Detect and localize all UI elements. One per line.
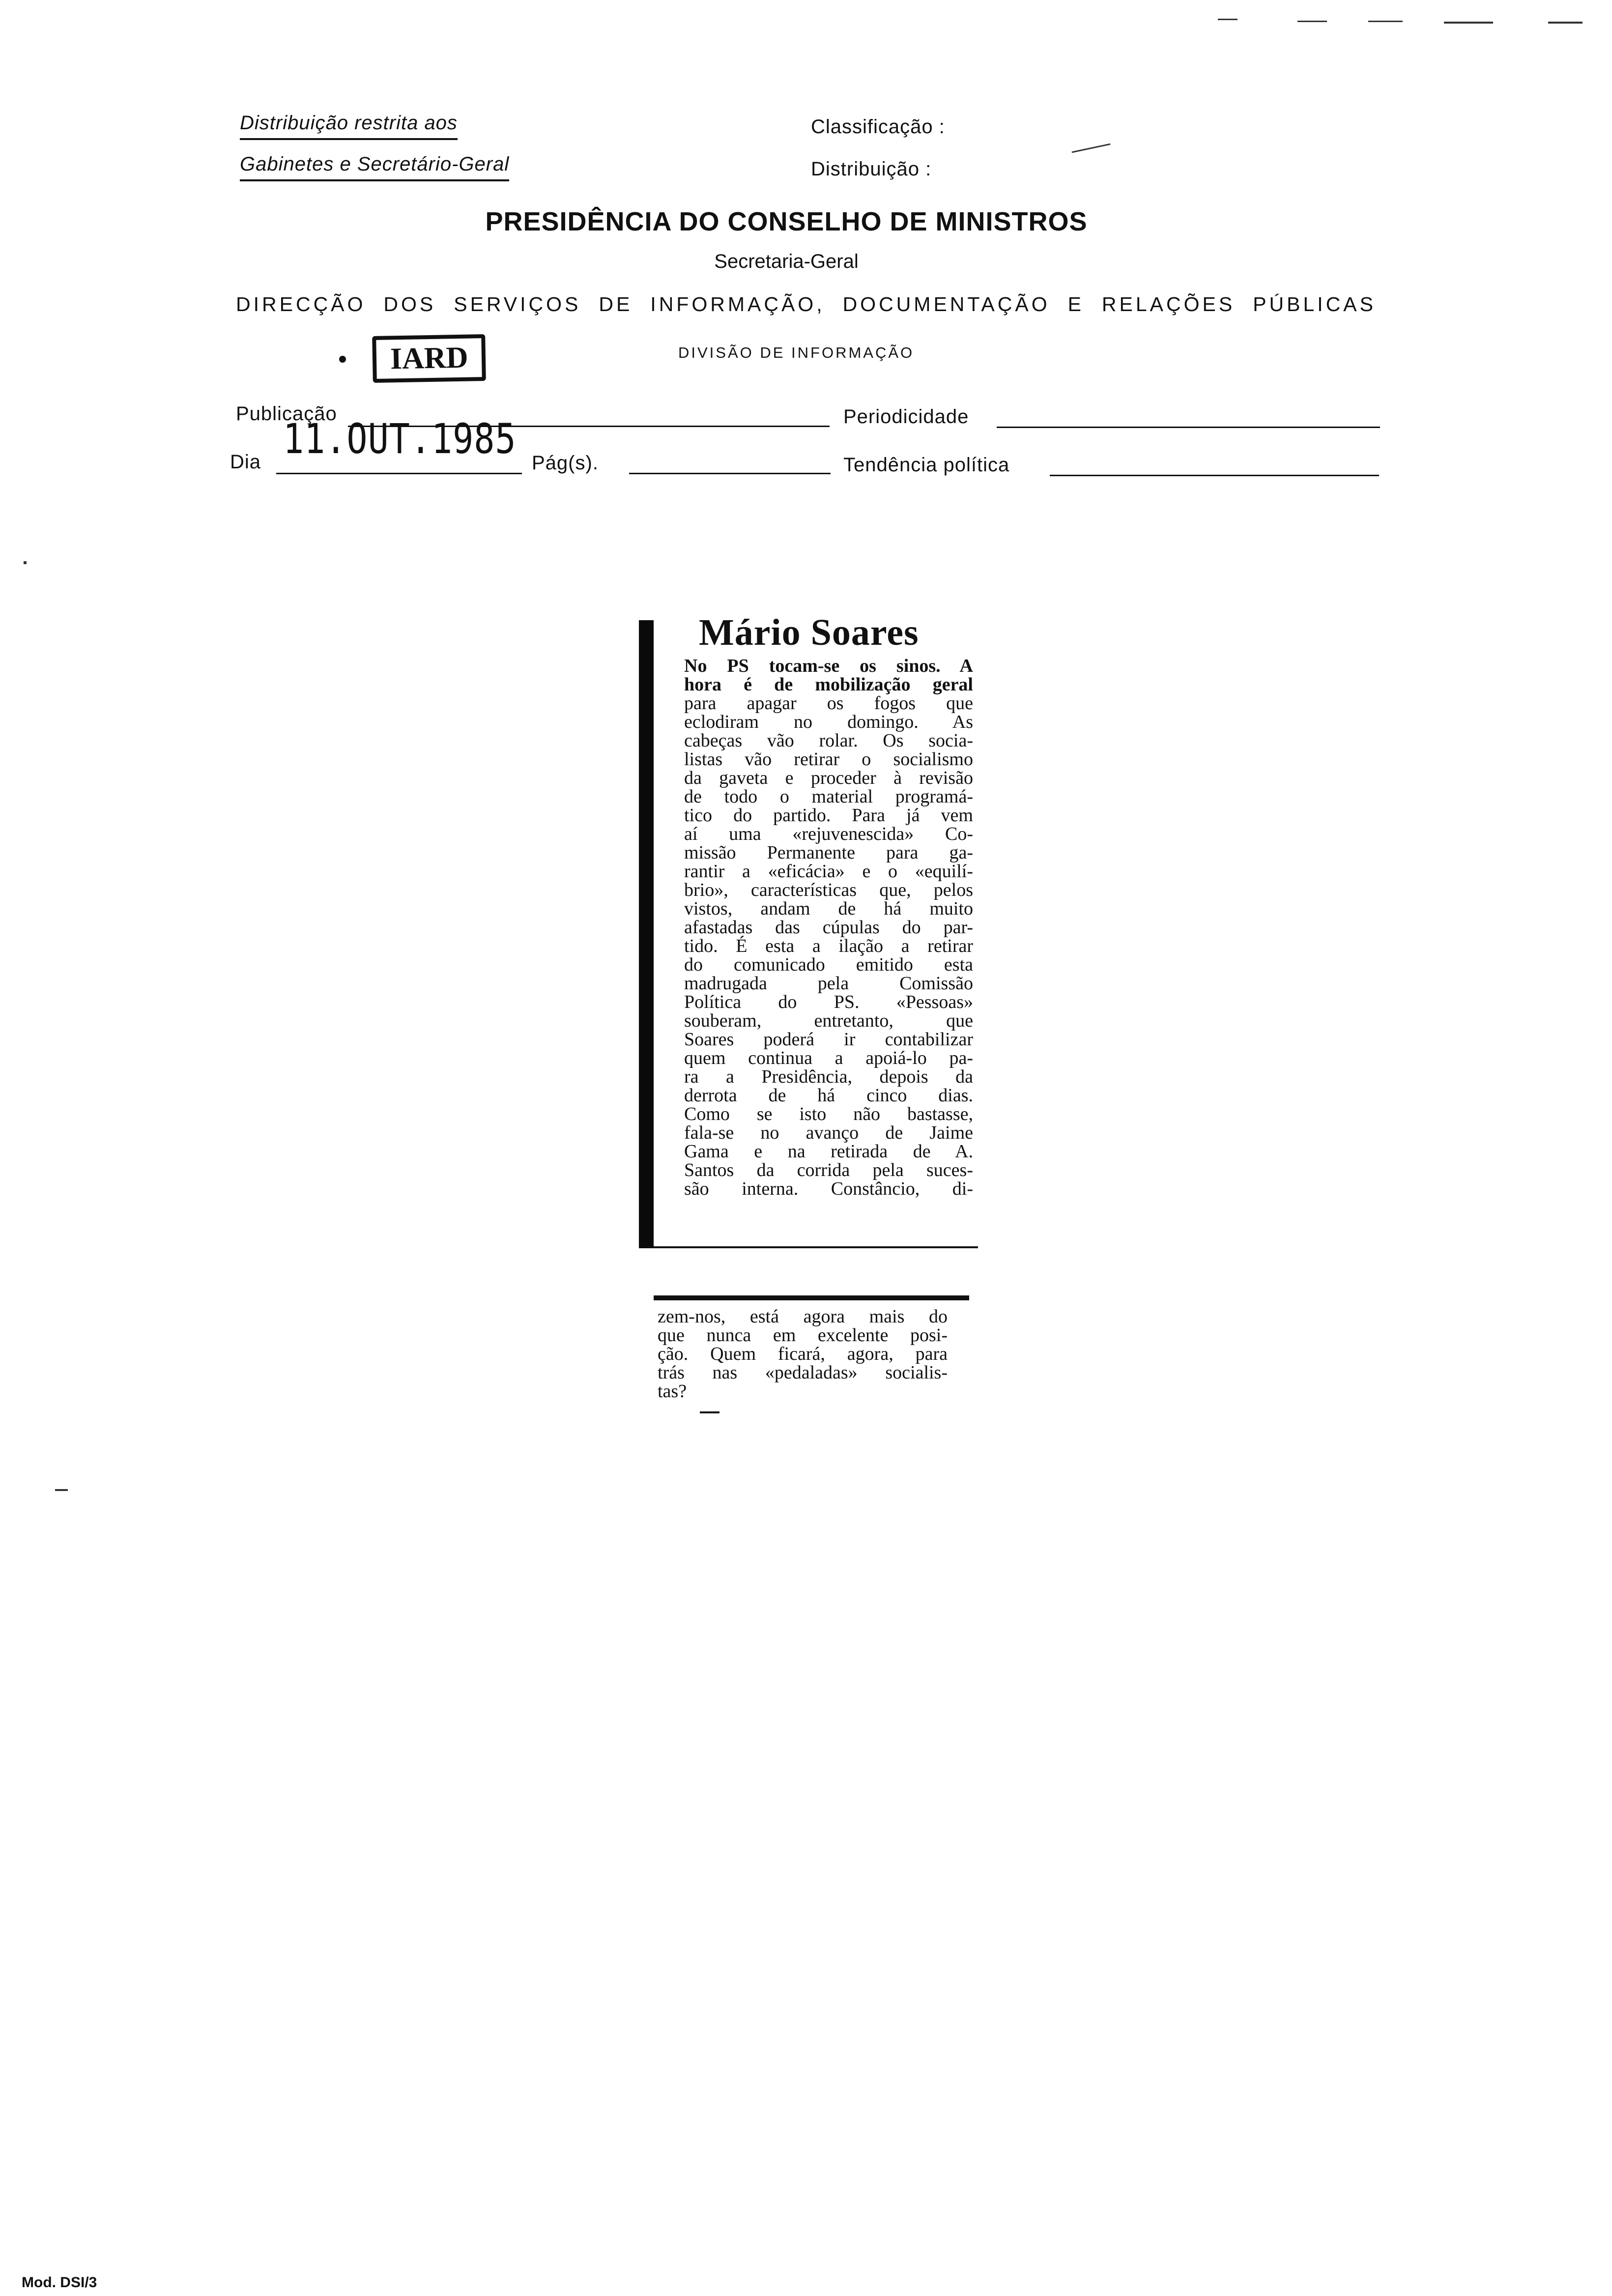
bullet-dot (339, 356, 346, 363)
article-line: derrota de há cinco dias. (684, 1085, 973, 1106)
article-line: do comunicado emitido esta (684, 954, 973, 975)
article-line: vistos, andam de há muito (684, 898, 973, 919)
article-line: tido. É esta a ilação a retirar (684, 936, 973, 956)
article-line: da gaveta e proceder à revisão (684, 768, 973, 788)
distribuicao-label: Distribuição : (811, 158, 932, 180)
scan-mark (55, 1489, 68, 1491)
department-name: DIRECÇÃO DOS SERVIÇOS DE INFORMAÇÃO, DOCUMENTAÇÃO E RELAÇÕES PÚBLICAS (236, 293, 1376, 316)
scan-mark (24, 561, 27, 564)
pags-label: Pág(s). (532, 452, 599, 474)
article-line: fala-se no avanço de Jaime (684, 1122, 973, 1143)
article-line: ra a Presidência, depois da (684, 1066, 973, 1087)
article-line: aí uma «rejuvenescida» Co- (684, 824, 973, 844)
periodicidade-field-line (997, 427, 1380, 428)
scan-mark (1297, 21, 1327, 22)
article-line: para apagar os fogos que (684, 693, 973, 714)
continuation-line: zem-nos, está agora mais do (658, 1306, 948, 1327)
publicacao-label: Publicação (236, 403, 337, 425)
article-line: afastadas das cúpulas do par- (684, 917, 973, 938)
article-line: Política do PS. «Pessoas» (684, 992, 973, 1012)
article-line: missão Permanente para ga- (684, 842, 973, 863)
clipping-side-bar (639, 620, 654, 1248)
article-line: listas vão retirar o socialismo (684, 749, 973, 770)
scan-mark (1444, 22, 1493, 24)
article-line: quem continua a apoiá-lo pa- (684, 1048, 973, 1068)
page-title: PRESIDÊNCIA DO CONSELHO DE MINISTROS (485, 207, 1088, 236)
article-line: tico do partido. Para já vem (684, 805, 973, 826)
article-line: souberam, entretanto, que (684, 1010, 973, 1031)
clipping-continuation (658, 1307, 948, 1401)
article-line: rantir a «eficácia» e o «equilí- (684, 861, 973, 882)
tendencia-label: Tendência política (843, 454, 1010, 476)
article-line: Gama e na retirada de A. (684, 1141, 973, 1162)
article-line: eclodiram no domingo. As (684, 712, 973, 732)
date-stamp: 11.OUT.1985 (283, 415, 517, 463)
dia-label: Dia (230, 451, 261, 473)
periodicidade-label: Periodicidade (843, 406, 969, 428)
scan-mark (1218, 19, 1238, 20)
pags-field-line (629, 473, 831, 474)
publication-stamp: IARD (372, 334, 486, 383)
article-line: Santos da corrida pela suces- (684, 1160, 973, 1180)
continuation-line: ção. Quem ficará, agora, para (658, 1344, 948, 1364)
continuation-line: trás nas «pedaladas» socialis- (658, 1362, 948, 1383)
scan-mark (1368, 21, 1403, 22)
article-line: Soares poderá ir contabilizar (684, 1029, 973, 1050)
article-line: de todo o material programá- (684, 786, 973, 807)
page-subtitle: Secretaria-Geral (714, 251, 859, 272)
article-line: cabeças vão rolar. Os socia- (684, 730, 973, 751)
scan-mark (1548, 22, 1583, 24)
article-line: hora é de mobilização geral (684, 674, 973, 695)
distribution-note-line1: Distribuição restrita aos (240, 112, 458, 140)
division-name: DIVISÃO DE INFORMAÇÃO (678, 344, 915, 361)
clipping-bottom-rule (654, 1246, 978, 1248)
article-line: No PS tocam-se os sinos. A (684, 656, 973, 676)
end-mark (700, 1411, 720, 1413)
article-line: madrugada pela Comissão (684, 973, 973, 994)
distribution-note-line2: Gabinetes e Secretário-Geral (240, 153, 509, 181)
continuation-top-rule (654, 1295, 969, 1300)
classificacao-label: Classificação : (811, 116, 945, 138)
tendencia-field-line (1050, 475, 1379, 476)
article-line: são interna. Constâncio, di- (684, 1178, 973, 1199)
scan-mark (1072, 144, 1111, 153)
continuation-line: tas? (658, 1381, 687, 1402)
form-code: Mod. DSI/3 (22, 2274, 97, 2291)
article-line: brio», características que, pelos (684, 880, 973, 900)
continuation-line: que nunca em excelente posi- (658, 1325, 948, 1346)
clipping-headline: Mário Soares (699, 612, 919, 653)
clipping-article (684, 657, 973, 1198)
dia-field-line (276, 473, 522, 474)
article-line: Como se isto não bastasse, (684, 1104, 973, 1124)
